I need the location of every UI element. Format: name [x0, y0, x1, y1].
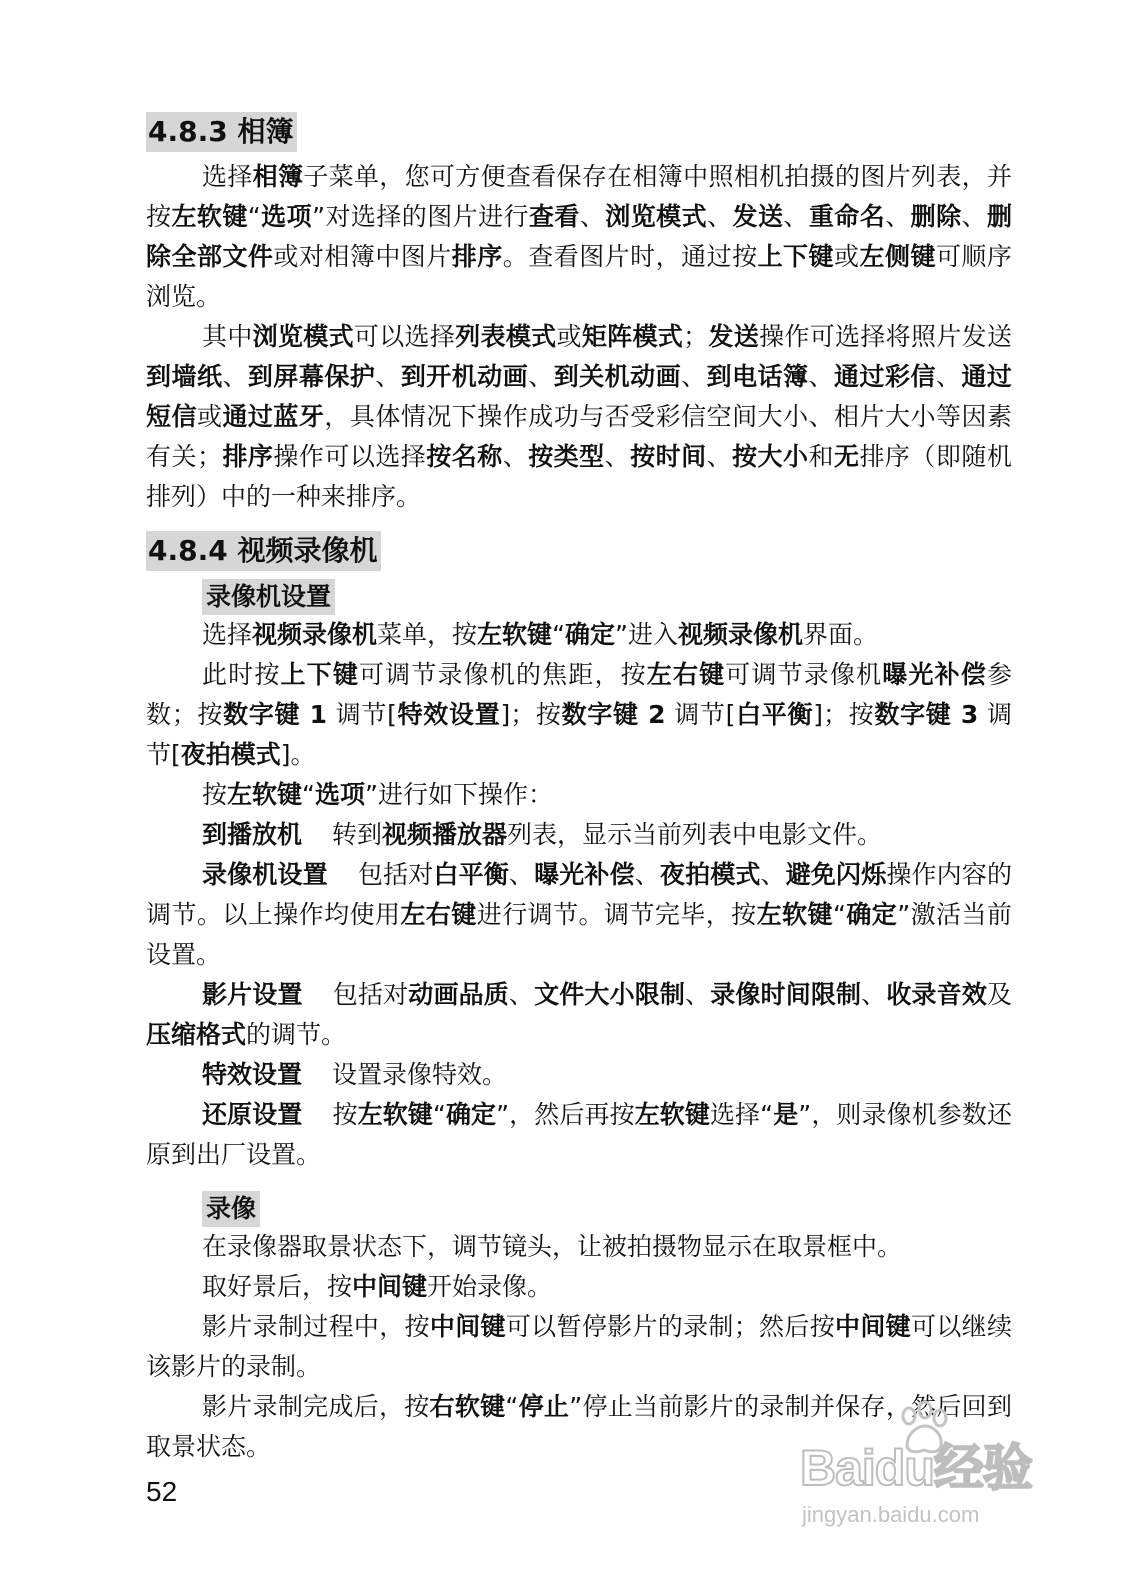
paragraph: 其中浏览模式可以选择列表模式或矩阵模式；发送操作可选择将照片发送到墙纸、到屏幕保护、到开机动画、到关机动画、到电话簿、通过彩信、通过短信或通过蓝牙，具体情况下操作成功与否受彩信空间大小、相片大小等因素有关；排序操作可以选择按名称、按类型、按时间、按大小和无排序（即随机排列）中的一种来排序。: [146, 322, 1012, 511]
paragraph: 特效设置 设置录像特效。: [202, 1060, 508, 1089]
page-number: 52: [146, 1476, 178, 1507]
paragraph: 影片录制完成后，按右软键“停止”停止当前影片的录制并保存，然后回到取景状态。: [146, 1392, 1012, 1461]
paragraph: 选择相簿子菜单，您可方便查看保存在相簿中照相机拍摄的图片列表，并按左软键“选项”对选择的图片进行查看、浏览模式、发送、重命名、删除、删除全部文件或对相簿中图片排序。查看图片时，通过按上下键或左侧键可顺序浏览。: [146, 162, 1012, 311]
watermark-url: jingyan.baidu.com: [802, 1502, 980, 1527]
baidu-watermark: [800, 1390, 1050, 1540]
subsection-title-recorder-settings: 录像机设置: [202, 579, 335, 615]
paragraph: 还原设置 按左软键“确定”，然后再按左软键选择“是”，则录像机参数还原到出厂设置。: [146, 1100, 1012, 1169]
paragraph: 在录像器取景状态下，调节镜头，让被拍摄物显示在取景框中。: [202, 1232, 903, 1261]
paragraph: 到播放机 转到视频播放器列表，显示当前列表中电影文件。: [202, 820, 883, 849]
paragraph: 选择视频录像机菜单，按左软键“确定”进入视频录像机界面。: [202, 620, 879, 649]
subsection-title-record: 录像: [202, 1191, 260, 1227]
watermark-logo: Baidu经验: [800, 1440, 1032, 1496]
paragraph: 取好景后，按中间键开始录像。: [202, 1272, 553, 1301]
section-title-4-8-3: 4.8.3 相簿: [146, 112, 297, 152]
paragraph: 此时按上下键可调节录像机的焦距，按左右键可调节录像机曝光补偿参数；按数字键 1 调节[特效设置]；按数字键 2 调节[白平衡]；按数字键 3 调节[夜拍模式]。: [146, 660, 1012, 769]
section-title-4-8-4: 4.8.4 视频录像机: [146, 531, 381, 571]
document-page: [146, 112, 1012, 1467]
paragraph: 录像机设置 包括对白平衡、曝光补偿、夜拍模式、避免闪烁操作内容的调节。以上操作均使用左右键进行调节。调节完毕，按左软键“确定”激活当前设置。: [146, 860, 1012, 969]
paragraph: 按左软键“选项”进行如下操作：: [202, 780, 553, 809]
paragraph: 影片设置 包括对动画品质、文件大小限制、录像时间限制、收录音效及压缩格式的调节。: [146, 980, 1012, 1049]
paragraph: 影片录制过程中，按中间键可以暂停影片的录制；然后按中间键可以继续该影片的录制。: [146, 1312, 1012, 1381]
